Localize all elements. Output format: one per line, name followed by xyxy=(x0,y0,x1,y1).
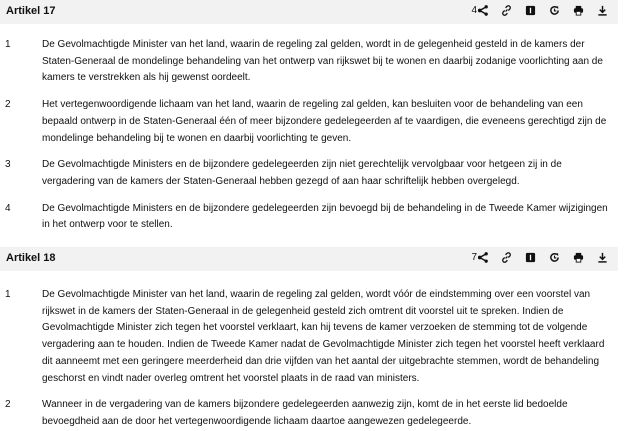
paragraph xyxy=(0,201,618,234)
paragraph-number: 3 xyxy=(5,159,11,171)
paragraph-text: De Gevolmachtigde Minister van het land, waarin de regeling zal gelden, wordt vóór de eindstemming over een voorstel van rijkswet in de kamers der Staten-Generaal in de gelegenheid gesteld zich omtrent dit voorstel uit te spreken. Indien de Gevolmachtigde Minister zich tegen het voorstel verklaart, kan hij tevens de kamer verzoeken de stemming tot de volgende vergadering aan te houden. Indien de Tweede Kamer nadat de Gevolmachtigde Minister zich tegen het voorstel heeft verklaard dit aanneemt met een geringere meerderheid dan drie vijfden van het aantal der uitgebrachte stemmen, wordt de behandeling geschorst en vindt nader overleg omtrent het voorstel plaats in de raad van ministers. xyxy=(42,289,605,384)
paragraph-text: Het vertegenwoordigende lichaam van het land, waarin de regeling zal gelden, kan besluiten voor de behandeling van een bepaald ontwerp in de Staten-Generaal één of meer bijzondere gedelegeerden af te vaardigen, die eveneens gerechtigd zijn de mondelinge behandeling bij te wonen en daarbij voorlichting te geven. xyxy=(42,99,607,144)
paragraph-number: 2 xyxy=(5,99,11,111)
article-header xyxy=(0,247,618,271)
history-icon xyxy=(549,5,560,16)
info-button[interactable] xyxy=(525,5,536,16)
print-icon xyxy=(573,252,584,263)
paragraph-text: De Gevolmachtigde Ministers en de bijzondere gedelegeerden zijn niet gerechtelijk vervolgbaar voor hetgeen zij in de vergadering van de kamers der Staten-Generaal hebben gezegd of aan haar schriftelijk hebben overgelegd. xyxy=(42,159,562,187)
paragraph-number: 1 xyxy=(5,289,11,301)
history-button[interactable] xyxy=(549,5,560,16)
paragraph xyxy=(0,287,618,387)
info-button[interactable] xyxy=(525,252,536,263)
paragraph xyxy=(0,157,618,190)
download-button[interactable] xyxy=(597,5,608,16)
share-count: 4 xyxy=(471,5,477,16)
article-title: Artikel 18 xyxy=(6,252,56,265)
paragraph xyxy=(0,97,618,147)
article-title: Artikel 17 xyxy=(6,5,56,17)
paragraph-text: De Gevolmachtigde Ministers en de bijzondere gedelegeerden zijn bevoegd bij de behandeling in de Tweede Kamer wijzigingen in het ontwerp voor te stellen. xyxy=(42,202,608,231)
print-button[interactable] xyxy=(573,252,584,263)
info-icon xyxy=(525,252,536,263)
share-button[interactable] xyxy=(471,252,488,263)
paragraph-text: Wanneer in de vergadering van de kamers bijzondere gedelegeerden aanwezig zijn, komt de in het eerste lid bedoelde bevoegdheid aan de door het vertegenwoordigende lichaam daartoe aangewezen gedelegeerde. xyxy=(42,399,568,427)
link-button[interactable] xyxy=(501,5,512,16)
paragraph-number: 2 xyxy=(5,399,11,411)
link-icon xyxy=(501,252,512,263)
paragraph xyxy=(0,37,618,87)
download-icon xyxy=(597,5,608,16)
print-icon xyxy=(573,5,584,16)
article-toolbar xyxy=(471,5,608,16)
share-button[interactable] xyxy=(471,5,488,16)
share-icon xyxy=(477,5,488,16)
paragraph xyxy=(0,397,618,430)
print-button[interactable] xyxy=(573,5,584,16)
history-button[interactable] xyxy=(549,252,560,263)
paragraph-number: 1 xyxy=(5,39,11,50)
paragraph-number: 4 xyxy=(5,202,11,214)
article-header xyxy=(0,0,618,24)
link-icon xyxy=(501,5,512,16)
share-count: 7 xyxy=(471,252,477,264)
download-button[interactable] xyxy=(597,252,608,263)
paragraph-text: De Gevolmachtigde Minister van het land, waarin de regeling zal gelden, wordt in de gelegenheid gesteld in de kamers der Staten-Generaal de mondelinge behandeling van het ontwerp van rijkswet bij te wonen en daarbij zodanige voorlichting aan de kamers te verstrekken als hij gewenst oordeelt. xyxy=(42,39,603,84)
article-toolbar xyxy=(471,252,608,263)
download-icon xyxy=(597,252,608,263)
history-icon xyxy=(549,252,560,263)
link-button[interactable] xyxy=(501,252,512,263)
info-icon xyxy=(525,5,536,16)
share-icon xyxy=(477,252,488,263)
